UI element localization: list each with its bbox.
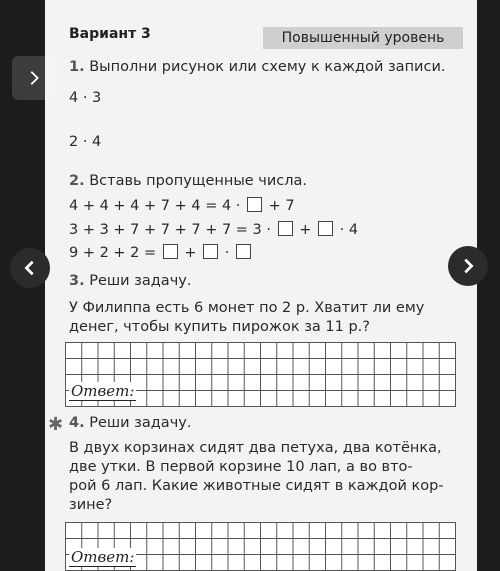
prev-page-button[interactable]	[10, 248, 50, 288]
task1-expression-1: 4 · 3	[69, 90, 102, 106]
task3-text: Реши задачу.	[89, 273, 192, 289]
task2-line-3	[69, 244, 253, 261]
answer-box[interactable]	[278, 221, 293, 236]
task2-line3-dot: ·	[224, 245, 230, 261]
task4-problem-line-2: две утки. В первой корзине 10 лап, а во вто-	[69, 459, 413, 475]
task3-problem-line-1: У Филиппа есть 6 монет по 2 р. Хватит ли ему	[69, 300, 425, 316]
task3-number: 3.	[69, 273, 85, 289]
task4-number: 4.	[69, 415, 85, 431]
task1-number: 1.	[69, 59, 85, 75]
task4-answer-label: Ответ:	[71, 548, 135, 566]
ghost-chevron-icon[interactable]	[12, 56, 56, 100]
answer-box[interactable]	[163, 244, 178, 259]
task2-line-2	[69, 221, 358, 238]
worksheet-page	[45, 0, 477, 571]
task4-problem-line-3: рой 6 лап. Какие животные сидят в каждой кор-	[69, 478, 444, 494]
task2-line2-left: 3 + 3 + 7 + 7 + 7 + 7 = 3 ·	[69, 222, 272, 238]
task3-heading	[69, 273, 191, 289]
task2-line1-right: + 7	[268, 198, 295, 214]
task3-answer-label: Ответ:	[71, 382, 135, 400]
task4-problem-line-4: зине?	[69, 497, 113, 513]
task1-text: Выполни рисунок или схему к каждой записи.	[89, 59, 446, 75]
task1-heading	[69, 59, 445, 75]
difficulty-star-icon: ✱	[48, 414, 64, 435]
task2-line2-plus: +	[299, 222, 312, 238]
task2-line3-plus: +	[184, 245, 197, 261]
answer-box[interactable]	[236, 244, 251, 259]
task3-answer-grid[interactable]	[65, 342, 456, 407]
answer-box[interactable]	[203, 244, 218, 259]
task2-heading	[69, 173, 307, 189]
task2-line-1	[69, 197, 295, 214]
variant-title: Вариант 3	[69, 26, 151, 42]
answer-box[interactable]	[318, 221, 333, 236]
task1-expression-2: 2 · 4	[69, 134, 102, 150]
task2-text: Вставь пропущенные числа.	[89, 173, 308, 189]
level-badge: Повышенный уровень	[263, 27, 463, 49]
task2-line1-left: 4 + 4 + 4 + 7 + 4 = 4 ·	[69, 198, 241, 214]
task4-problem-line-1: В двух корзинах сидят два петуха, два котёнка,	[69, 440, 442, 456]
task2-number: 2.	[69, 173, 85, 189]
task4-text: Реши задачу.	[89, 415, 192, 431]
answer-box[interactable]	[247, 197, 262, 212]
task3-problem-line-2: денег, чтобы купить пирожок за 11 р.?	[69, 319, 370, 335]
task4-heading	[69, 415, 191, 431]
task4-answer-grid[interactable]	[65, 522, 456, 571]
next-page-button[interactable]	[448, 246, 488, 286]
task2-line3-left: 9 + 2 + 2 =	[69, 245, 157, 261]
task2-line2-right: · 4	[339, 222, 359, 238]
chevron-left-icon	[21, 259, 39, 277]
chevron-right-icon	[459, 257, 477, 275]
